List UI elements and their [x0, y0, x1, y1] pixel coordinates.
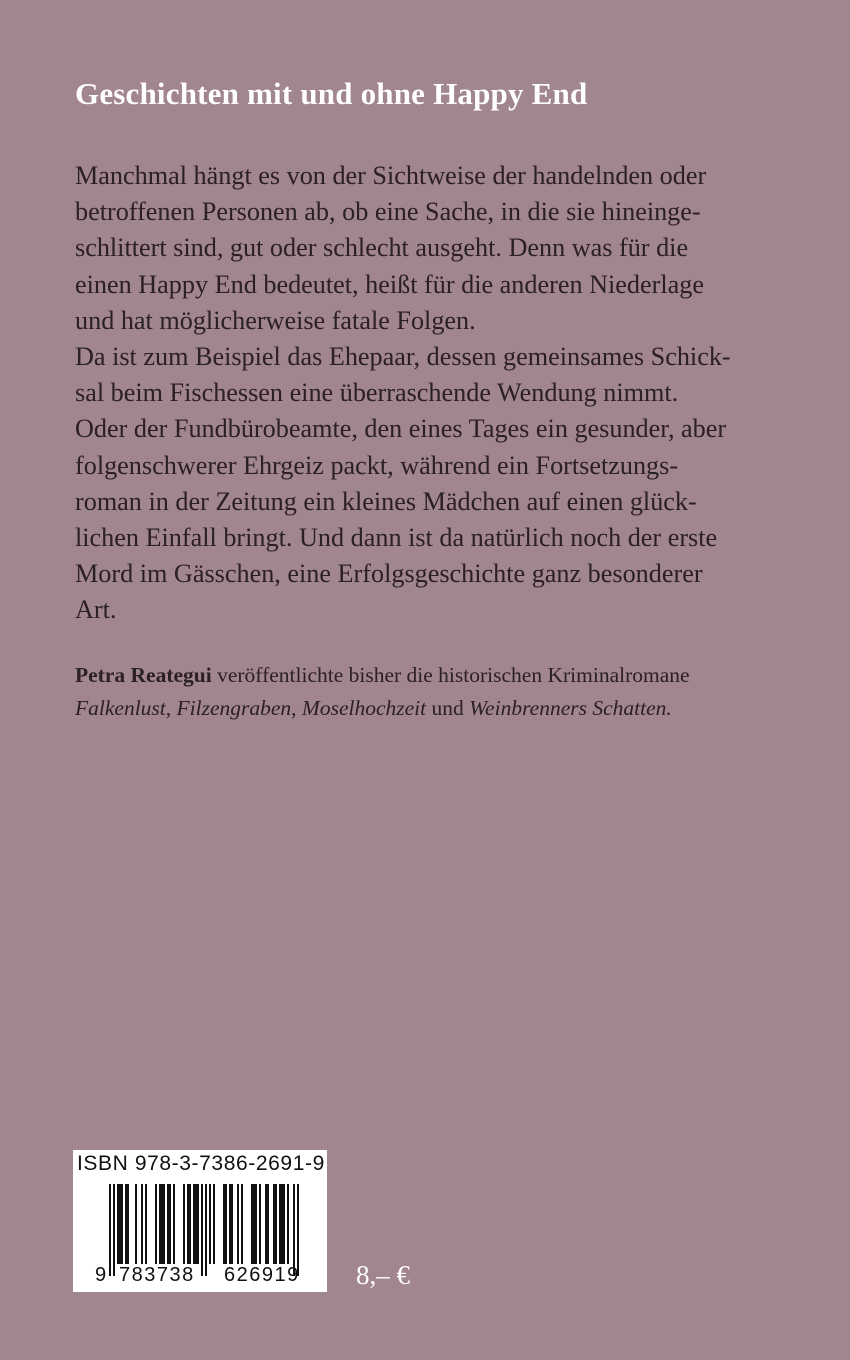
barcode-bar [119, 1184, 121, 1264]
isbn-label: ISBN 978-3-7386-2691-9 [77, 1152, 325, 1175]
barcode-bar [121, 1184, 123, 1264]
blurb-line: Da ist zum Beispiel das Ehepaar, dessen gemeinsames Schick- [75, 342, 731, 372]
barcode-bar [283, 1184, 285, 1264]
barcode-bar [167, 1184, 169, 1264]
barcode-bar [237, 1184, 239, 1264]
price: 8,– € [356, 1260, 410, 1290]
barcode-bar [287, 1184, 289, 1264]
barcode-bar [293, 1184, 295, 1276]
author-bio [75, 659, 795, 725]
blurb-line: Art. [75, 595, 117, 625]
barcode-bar [193, 1184, 195, 1264]
barcode-bar [279, 1184, 281, 1264]
barcode-digits [73, 1264, 327, 1290]
blurb-line: lichen Einfall bringt. Und dann ist da natürlich noch der erste [75, 523, 718, 553]
barcode-bar [223, 1184, 225, 1264]
separator: und [426, 696, 470, 720]
blurb-line: betroffenen Personen ab, ob eine Sache, in die sie hineinge- [75, 197, 701, 227]
barcode-bar [209, 1184, 211, 1264]
barcode-bar [189, 1184, 191, 1264]
barcode-bar [201, 1184, 203, 1276]
book-title-falkenlust: Falkenlust [75, 696, 166, 720]
barcode-bar [169, 1184, 171, 1264]
barcode-digits-right: 626919 [224, 1264, 300, 1286]
barcode-bar [109, 1184, 111, 1276]
blurb-line: Mord im Gässchen, eine Erfolgsgeschichte ganz besonderer [75, 559, 703, 589]
barcode-bar [187, 1184, 189, 1264]
blurb-line: schlittert sind, gut oder schlecht ausgeht. Denn was für die [75, 233, 689, 263]
barcode-digits-left: 783738 [119, 1264, 195, 1286]
separator: , [165, 696, 177, 720]
blurb-line: einen Happy End bedeutet, heißt für die anderen Niederlage [75, 269, 704, 299]
barcode-bar [173, 1184, 175, 1264]
barcode-bar [125, 1184, 127, 1264]
barcode-bar [241, 1184, 243, 1264]
barcode-bar [225, 1184, 227, 1264]
barcode-bar [195, 1184, 197, 1264]
isbn-barcode-box [73, 1150, 327, 1292]
barcode-bar [213, 1184, 215, 1264]
barcode-bar [253, 1184, 255, 1264]
barcode-bar [155, 1184, 157, 1264]
barcode-bar [163, 1184, 165, 1264]
barcode-bar [229, 1184, 231, 1264]
barcode-bar [255, 1184, 257, 1264]
barcode-bar [135, 1184, 137, 1264]
barcode-bar [161, 1184, 163, 1264]
barcode-bar [231, 1184, 233, 1264]
book-title: Geschichten mit und ohne Happy End [75, 76, 588, 111]
blurb-line: sal beim Fischessen eine überraschende Wendung nimmt. [75, 378, 679, 408]
barcode-bar [273, 1184, 275, 1264]
blurb-line: roman in der Zeitung ein kleines Mädchen auf einen glück- [75, 486, 697, 516]
barcode-bar [259, 1184, 261, 1264]
book-title-moselhochzeit: Moselhochzeit [301, 696, 427, 720]
barcode-bar [265, 1184, 267, 1264]
barcode-bar [267, 1184, 269, 1264]
barcode-bar [141, 1184, 143, 1264]
barcode-bar [297, 1184, 299, 1276]
barcode-bar [205, 1184, 207, 1276]
barcode-bar [197, 1184, 199, 1264]
author-name: Petra Reategui [75, 663, 212, 687]
barcode-bar [127, 1184, 129, 1264]
blurb-text [75, 158, 795, 629]
barcode-digit-first: 9 [95, 1264, 107, 1286]
barcode-bar [275, 1184, 277, 1264]
barcode-bar [251, 1184, 253, 1264]
book-title-filzengraben: Filzengraben [176, 696, 292, 720]
book-title-weinbrenners-schatten: Weinbrenners Schatten. [469, 696, 672, 720]
barcode-bar [145, 1184, 147, 1264]
author-bio-line-1 [75, 659, 795, 692]
barcode-bar [281, 1184, 283, 1264]
author-bio-text: veröffentlichte bisher die historischen Kriminalromane [211, 663, 690, 687]
barcode-bar [117, 1184, 119, 1264]
separator: , [291, 696, 302, 720]
blurb-line: und hat möglicherweise fatale Folgen. [75, 305, 476, 335]
barcode-bar [183, 1184, 185, 1264]
blurb-line: Oder der Fundbürobeamte, den eines Tages ein gesunder, aber [75, 414, 727, 444]
blurb-line: Manchmal hängt es von der Sichtweise der handelnden oder [75, 161, 707, 190]
barcode-bar [113, 1184, 115, 1276]
author-bio-line-2 [75, 692, 795, 725]
blurb-line: folgenschwerer Ehrgeiz packt, während ein Fortsetzungs- [75, 450, 679, 480]
barcode-bar [159, 1184, 161, 1264]
